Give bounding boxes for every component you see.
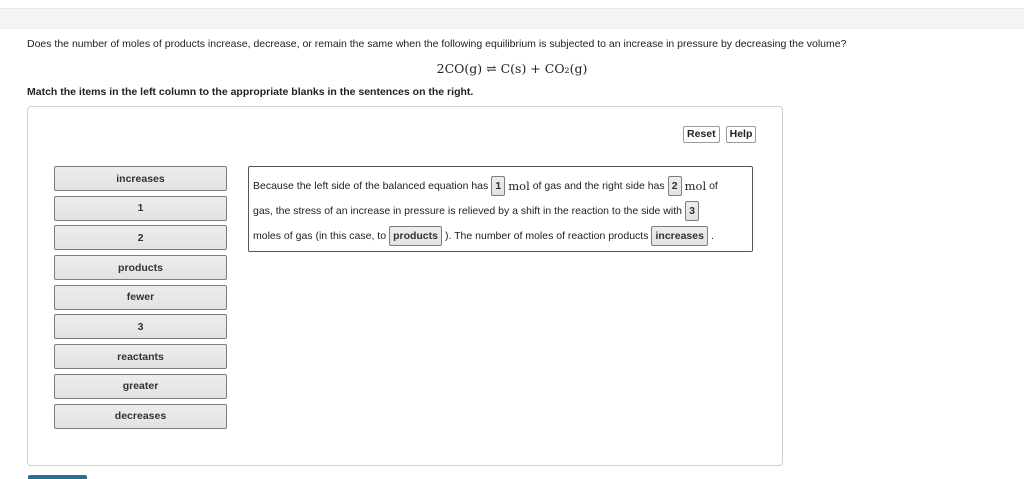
- question-text: Does the number of moles of products increase, decrease, or remain the same when the following equilibrium is subjected to an increase in pressure by decreasing the volume?: [27, 38, 847, 50]
- top-bar: [0, 8, 1024, 29]
- reset-button[interactable]: Reset: [683, 126, 720, 143]
- tile-increases[interactable]: increases: [54, 166, 227, 191]
- equilibrium-equation: 2CO(g) ⇌ C(s) + CO₂(g): [436, 61, 588, 76]
- panel-buttons: [683, 126, 756, 143]
- sentence-text: gas, the stress of an increase in pressure is relieved by a shift in the reaction to the side with: [253, 204, 682, 217]
- sentence-text: moles of gas (in this case, to: [253, 229, 387, 242]
- blank-1[interactable]: 1: [491, 176, 505, 196]
- sentence-text: Because the left side of the balanced equation has: [253, 179, 489, 192]
- sentence-text: .: [710, 229, 714, 242]
- tile-reactants[interactable]: reactants: [54, 344, 227, 369]
- sentence-text: of: [709, 179, 718, 192]
- sentence-text: of gas and the right side has: [532, 179, 665, 192]
- instruction-text: Match the items in the left column to the appropriate blanks in the sentences on the right.: [27, 86, 474, 98]
- blank-2[interactable]: 2: [668, 176, 682, 196]
- blank-3[interactable]: 3: [685, 201, 699, 221]
- unit-mol: mol: [508, 178, 530, 193]
- tile-decreases[interactable]: decreases: [54, 404, 227, 429]
- sentence-line-2: [253, 198, 748, 223]
- tile-3[interactable]: 3: [54, 314, 227, 339]
- blank-4[interactable]: products: [389, 226, 442, 246]
- tile-1[interactable]: 1: [54, 196, 227, 221]
- tile-greater[interactable]: greater: [54, 374, 227, 399]
- sentence-text: ). The number of moles of reaction products: [444, 229, 649, 242]
- tile-products[interactable]: products: [54, 255, 227, 280]
- answer-tiles: [54, 166, 227, 433]
- tile-2[interactable]: 2: [54, 225, 227, 250]
- sentence-line-3: [253, 223, 748, 248]
- sentence-box: [248, 166, 753, 252]
- help-button[interactable]: Help: [726, 126, 757, 143]
- tile-fewer[interactable]: fewer: [54, 285, 227, 310]
- submit-button-edge[interactable]: [28, 475, 87, 479]
- sentence-line-1: [253, 173, 748, 198]
- unit-mol: mol: [684, 178, 707, 193]
- blank-5[interactable]: increases: [651, 226, 707, 246]
